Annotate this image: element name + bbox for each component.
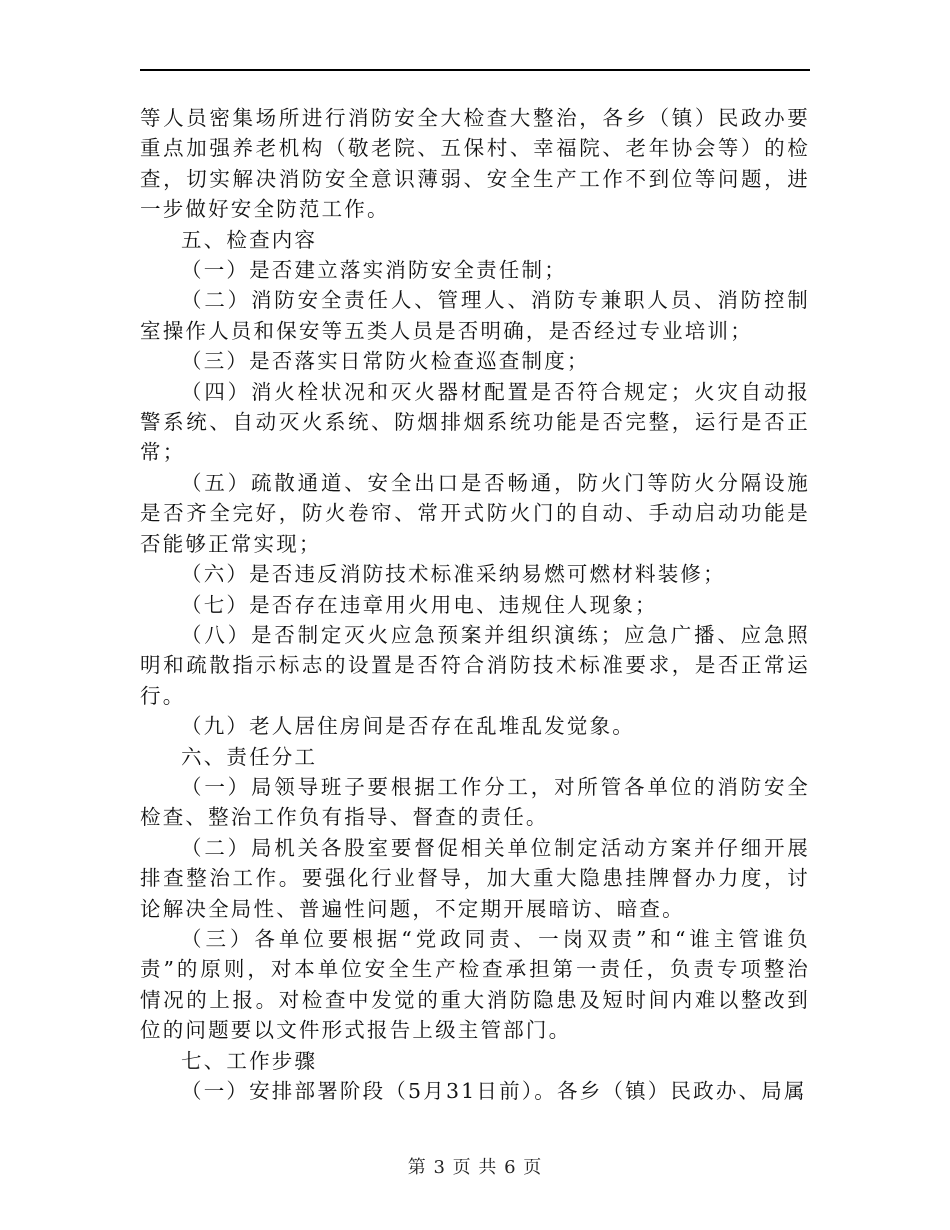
- inspection-item-1: （一）是否建立落实消防安全责任制；: [181, 258, 567, 283]
- page-number-footer: 第 3 页 共 6 页: [407, 1157, 543, 1178]
- responsibility-item-3: （三）各单位要根据“党政同责、一岗双责”和“谁主管谁负责”的原则，对本单位安全生产检查承担第一责任，负责专项整治情况的上报。对检查中发觉的重大消防隐患及短时间内难以整改到位的问题要以文件形式报告上级主管部门。: [140, 926, 810, 1043]
- inspection-item-6: （六）是否违反消防技术标准采纳易燃可燃材料装修；: [181, 562, 726, 587]
- header-rule: [140, 69, 810, 71]
- section-heading-inspection-content: 五、检查内容: [181, 227, 318, 252]
- inspection-item-3: （三）是否落实日常防火检查巡查制度；: [181, 349, 590, 374]
- document-body: [140, 103, 810, 1106]
- inspection-item-9: （九）老人居住房间是否存在乱堆乱发觉象。: [181, 714, 635, 739]
- section-heading-responsibility: 六、责任分工: [181, 744, 318, 769]
- responsibility-item-1: （一）局领导班子要根据工作分工，对所管各单位的消防安全检查、整治工作负有指导、督查的责任。: [140, 774, 810, 830]
- section-heading-work-steps: 七、工作步骤: [181, 1048, 318, 1073]
- work-step-item-1: （一）安排部署阶段（5月31日前）。各乡（镇）民政办、局属: [181, 1079, 807, 1103]
- inspection-item-5: （五）疏散通道、安全出口是否畅通，防火门等防火分隔设施是否齐全完好，防火卷帘、常开式防火门的自动、手动启动功能是否能够正常实现；: [140, 470, 810, 556]
- inspection-item-4: （四）消火栓状况和灭火器材配置是否符合规定；火灾自动报警系统、自动灭火系统、防烟排烟系统功能是否完整，运行是否正常；: [140, 379, 810, 465]
- inspection-item-2: （二）消防安全责任人、管理人、消防专兼职人员、消防控制室操作人员和保安等五类人员是否明确，是否经过专业培训；: [140, 288, 810, 343]
- inspection-item-8: （八）是否制定灭火应急预案并组织演练；应急广播、应急照明和疏散指示标志的设置是否符合消防技术标准要求，是否正常运行。: [140, 622, 810, 708]
- inspection-item-7: （七）是否存在违章用火用电、违规住人现象；: [181, 592, 658, 617]
- responsibility-item-2: （二）局机关各股室要督促相关单位制定活动方案并仔细开展排查整治工作。要强化行业督导，加大重大隐患挂牌督办力度，讨论解决全局性、普遍性问题，不定期开展暗访、暗查。: [140, 835, 810, 921]
- paragraph-continuation: 等人员密集场所进行消防安全大检查大整治，各乡（镇）民政办要重点加强养老机构（敬老院、五保村、幸福院、老年协会等）的检查，切实解决消防安全意识薄弱、安全生产工作不到位等问题，进一步做好安全防范工作。: [140, 106, 810, 222]
